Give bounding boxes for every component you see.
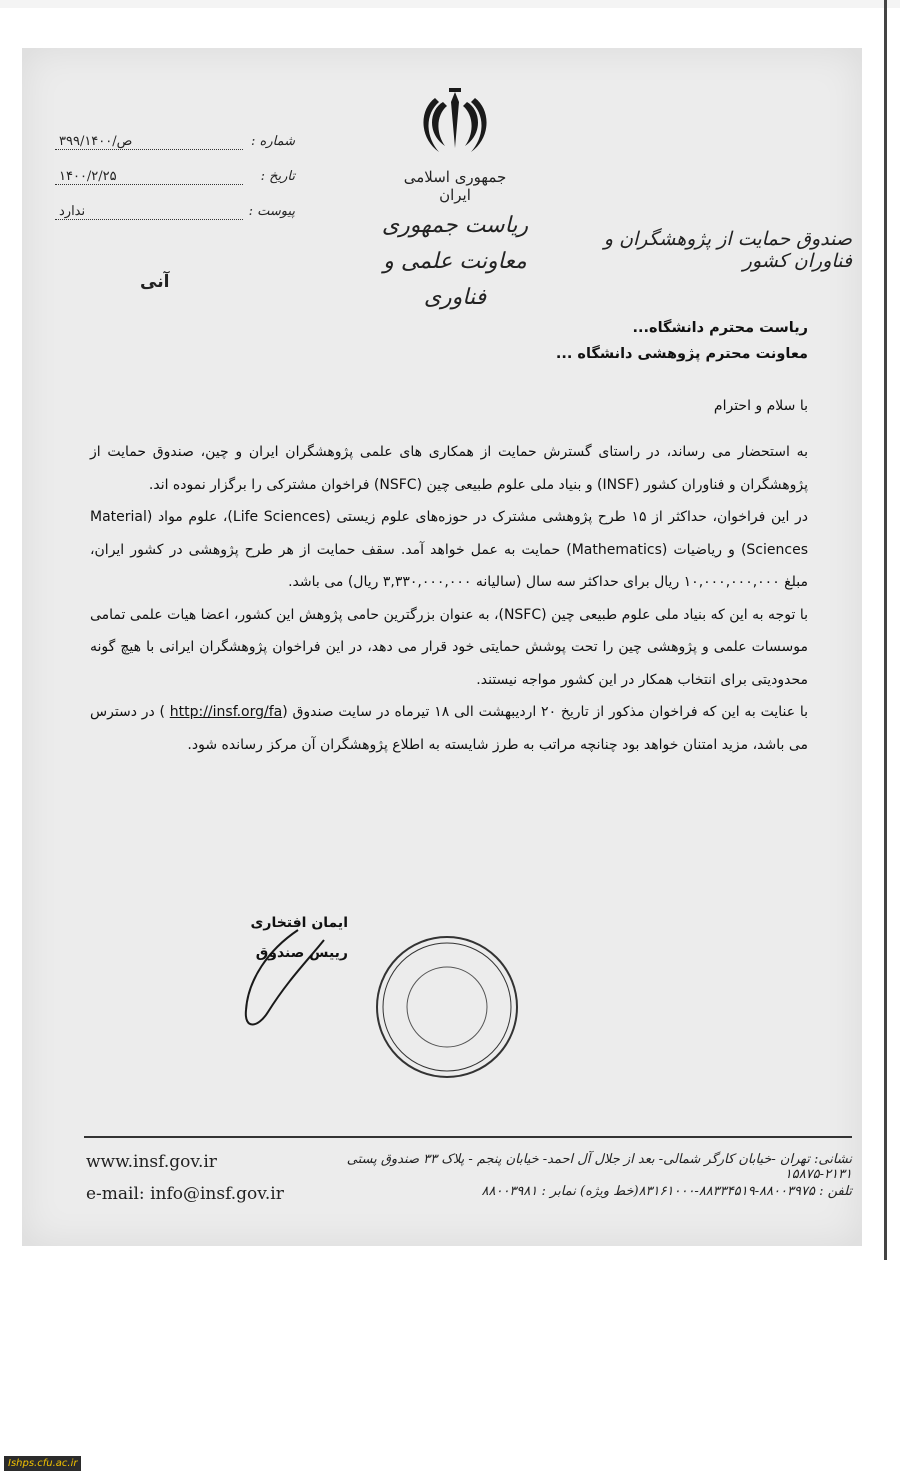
meta-attachment-label: پیوست :	[248, 204, 295, 219]
presidency-title	[360, 208, 550, 316]
paragraph-4-end: ) در دسترس می باشد، مزید امتنان خواهد بود چنانچه مراتب به طرز شایسته به اطلاع پژوهشگران آن مرکز رسانده شود.	[90, 704, 808, 753]
meta-number-value: ۳۹۹/ص/۱۴۰۰	[55, 134, 243, 150]
scan-top-edge	[0, 0, 900, 8]
footer-divider	[84, 1136, 852, 1138]
footer-address: نشانی: تهران -خیابان کارگر شمالی- بعد از جلال آل احمد- خیابان پنجم - پلاک ۳۳ صندوق پستی ۲۱۳۱-۱۵۸۷۵	[346, 1152, 852, 1182]
signatory-name: ایمان افتخاری	[250, 915, 348, 931]
signature-block	[228, 908, 348, 968]
presidency-line-1: ریاست جمهوری	[381, 213, 529, 238]
footer-website[interactable]: www.insf.gov.ir	[86, 1152, 217, 1172]
fund-name: صندوق حمایت از پژوهشگران و فناوران کشور	[603, 228, 852, 272]
insf-link[interactable]: http://insf.org/fa	[169, 704, 283, 720]
greeting: با سلام و احترام	[713, 398, 808, 414]
recipient-2: معاونت محترم پژوهشی دانشگاه ...	[555, 346, 808, 362]
meta-date-row	[55, 159, 295, 194]
urgent-label: آنی	[140, 272, 170, 292]
official-stamp	[372, 932, 522, 1082]
meta-date-value: ۱۴۰۰/۲/۲۵	[55, 169, 243, 185]
paragraph-2: در این فراخوان، حداکثر از ۱۵ طرح پژوهشی مشترک در حوزه‌های علوم زیستی (Life Sciences)، علوم مواد (Material Sciences) و ریاضیات (Mathematics) حمایت به عمل خواهد آمد. سقف حمایت از هر طرح پژوهشی در کشور ایران، مبلغ ۱۰,۰۰۰,۰۰۰,۰۰۰ ریال برای حداکثر سه سال (سالیانه ۳,۳۳۰,۰۰۰,۰۰۰ ریال) می باشد.	[90, 509, 808, 590]
state-name: جمهوری اسلامی ایران	[403, 168, 507, 204]
letter-meta	[55, 124, 295, 229]
signatory-title: رییس صندوق	[255, 945, 348, 961]
presidency-line-2: معاونت علمی و فناوری	[383, 249, 527, 310]
letter-body	[90, 320, 808, 761]
site-watermark: Ishps.cfu.ac.ir	[4, 1456, 81, 1471]
scan-right-edge	[884, 0, 887, 1260]
meta-attachment-row	[55, 194, 295, 229]
meta-attachment-value: ندارد	[55, 204, 243, 220]
meta-number-row	[55, 124, 295, 159]
recipient-1: ریاست محترم دانشگاه...	[632, 320, 808, 336]
paragraph-1: به استحضار می رساند، در راستای گسترش حمایت از همکاری های علمی پژوهشگران ایران و چین، صندوق حمایت از پژوهشگران و فناوران کشور (INSF) و بنیاد ملی علوم طبیعی چین (NSFC) فراخوان مشترکی را برگزار نموده اند.	[90, 444, 808, 493]
meta-date-label: تاریخ :	[260, 169, 295, 184]
iran-emblem-icon	[415, 88, 495, 160]
paragraph-4-start: با عنایت به این که فراخوان مذکور از تاریخ ۲۰ اردیبهشت الی ۱۸ تیرماه در سایت صندوق (	[282, 704, 808, 720]
footer-phone: تلفن : ۸۸۰۰۳۹۷۵-۸۸۳۳۴۵۱۹-۸۳۱۶۱۰۰۰(خط ویژه) نمابر : ۸۸۰۰۳۹۸۱	[481, 1184, 852, 1199]
footer-email[interactable]: e-mail: info@insf.gov.ir	[86, 1184, 284, 1204]
paragraph-3: با توجه به این که بنیاد ملی علوم طبیعی چین (NSFC)، به عنوان بزرگترین حامی پژوهش این کشور، اعضا هیات علمی تمامی موسسات علمی و پژوهشی چین را تحت پوشش حمایتی خود قرار می دهد، در این فراخوان پژوهشگران ایرانی با هیچ گونه محدودیتی برای انتخاب همکار در این کشور مواجه نیستند.	[90, 606, 808, 688]
meta-number-label: شماره :	[251, 134, 295, 149]
paragraph-4	[90, 696, 808, 761]
